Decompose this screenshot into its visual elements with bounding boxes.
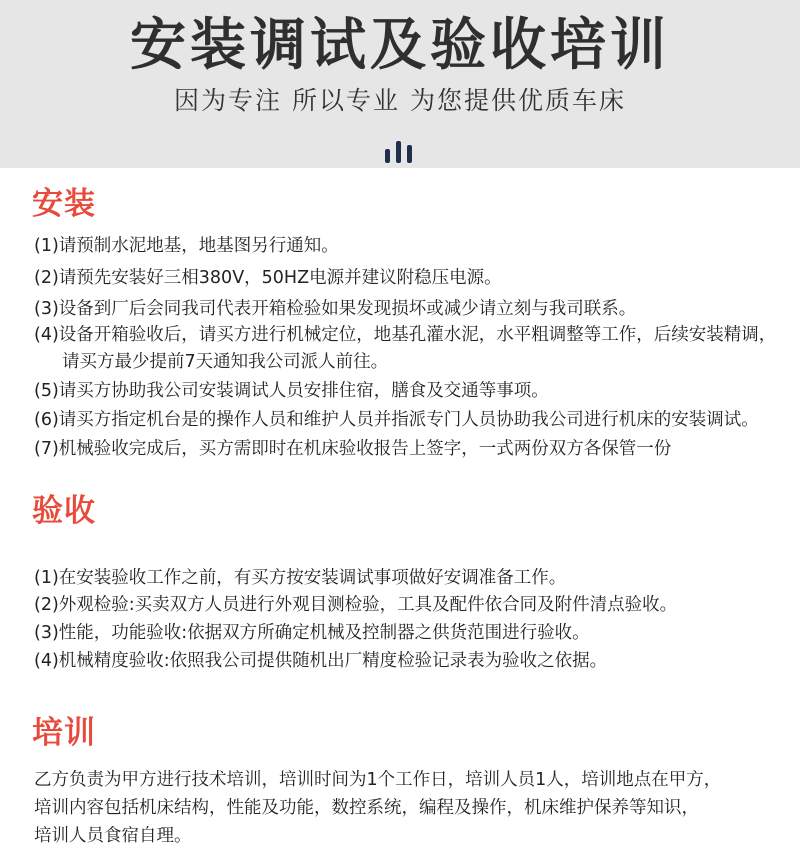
install-item-4-continued: 请买方最少提前7天通知我公司派人前往。 [62, 352, 389, 372]
header-banner [0, 0, 800, 168]
training-item-3: 培训人员食宿自理。 [34, 826, 192, 846]
install-item-6: (6)请买方指定机台是的操作人员和维护人员并指派专门人员协助我公司进行机床的安装调试。 [34, 410, 759, 430]
section-title-training: 培训 [32, 715, 96, 751]
install-item-2: (2)请预先安装好三相380V，50HZ电源并建议附稳压电源。 [34, 268, 502, 288]
page-title: 安装调试及验收培训 [130, 13, 670, 78]
acceptance-item-1: (1)在安装验收工作之前，有买方按安装调试事项做好安调准备工作。 [34, 568, 567, 588]
acceptance-item-2: (2)外观检验:买卖双方人员进行外观目测检验，工具及配件依合同及附件清点验收。 [34, 595, 678, 615]
install-item-5: (5)请买方协助我公司安装调试人员安排住宿，膳食及交通等事项。 [34, 381, 549, 401]
acceptance-item-3: (3)性能，功能验收:依据双方所确定机械及控制器之供货范围进行验收。 [34, 623, 590, 643]
page-subtitle: 因为专注 所以专业 为您提供优质车床 [174, 86, 626, 115]
install-item-7: (7)机械验收完成后，买方需即时在机床验收报告上签字，一式两份双方各保管一份 [34, 439, 672, 459]
training-item-1: 乙方负责为甲方进行技术培训，培训时间为1个工作日，培训人员1人，培训地点在甲方， [34, 770, 722, 790]
bars-decoration-icon [385, 141, 417, 163]
install-item-3: (3)设备到厂后会同我司代表开箱检验如果发现损坏或减少请立刻与我司联系。 [34, 299, 637, 319]
section-title-acceptance: 验收 [32, 493, 96, 529]
training-item-2: 培训内容包括机床结构，性能及功能，数控系统，编程及操作，机床维护保养等知识， [34, 798, 699, 818]
install-item-1: (1)请预制水泥地基，地基图另行通知。 [34, 236, 339, 256]
install-item-4: (4)设备开箱验收后，请买方进行机械定位，地基孔灌水泥，水平粗调整等工作，后续安装精调， [34, 325, 777, 345]
acceptance-item-4: (4)机械精度验收:依照我公司提供随机出厂精度检验记录表为验收之依据。 [34, 651, 608, 671]
section-title-install: 安装 [32, 186, 96, 222]
